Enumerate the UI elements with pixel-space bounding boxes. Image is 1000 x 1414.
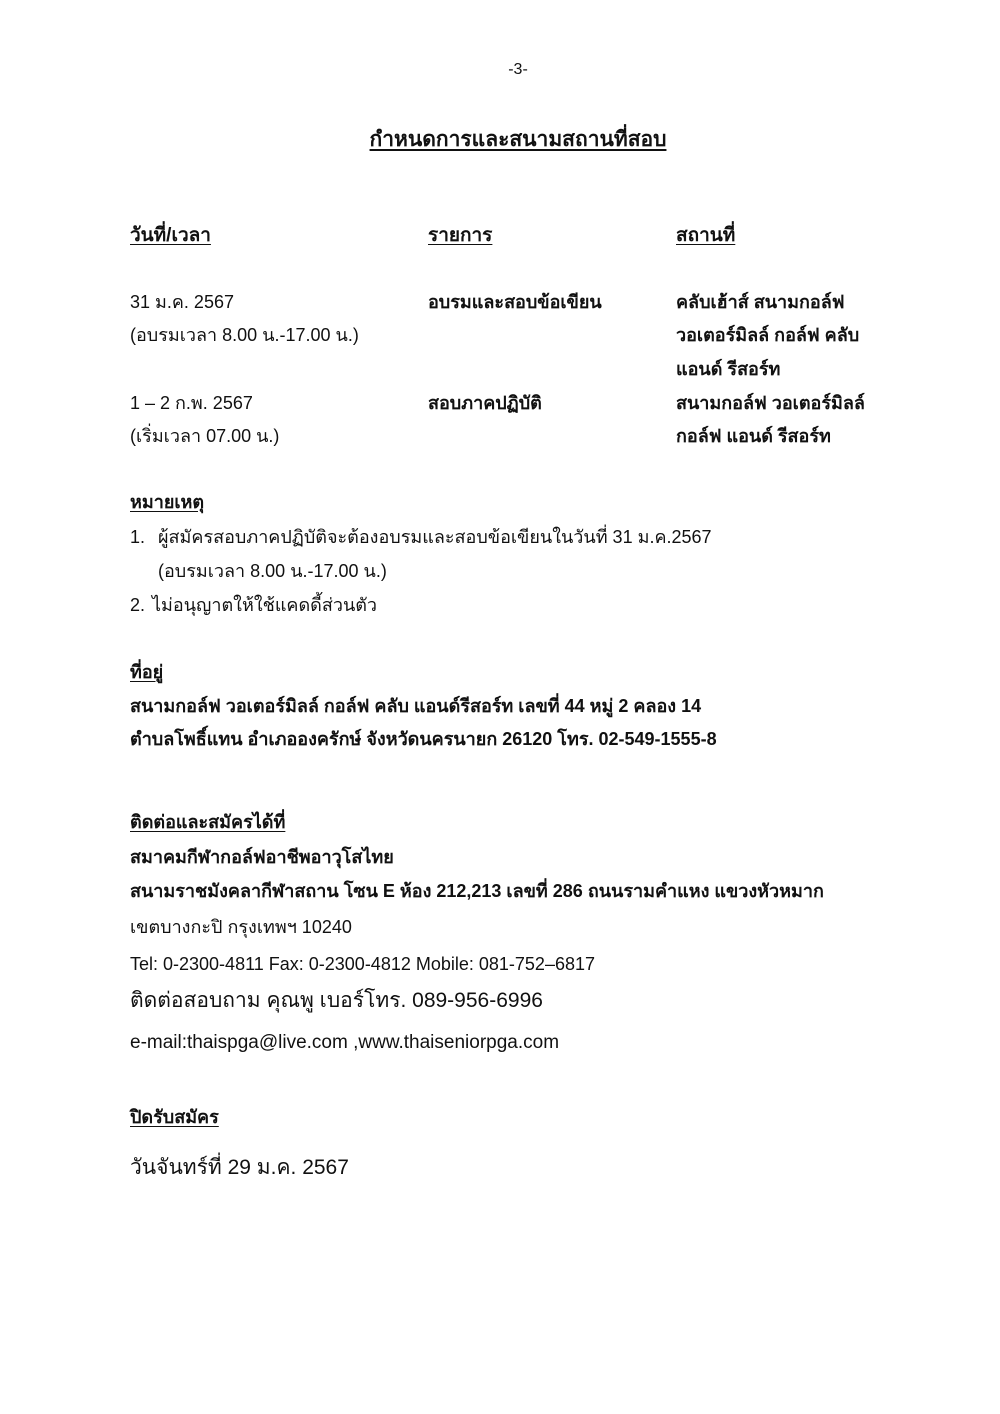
row1-place-line1: คลับเฮ้าส์ สนามกอล์ฟ — [676, 292, 845, 312]
row1-place-line2: วอเตอร์มิลล์ กอล์ฟ คลับ — [676, 325, 860, 345]
page-title: กำหนดการและสนามสถานที่สอบ — [369, 128, 667, 151]
notes-heading: หมายเหตุ — [130, 492, 205, 512]
contact-heading: ติดต่อและสมัครได้ที่ — [130, 812, 286, 832]
contact-address-line1: สนามราชมังคลากีฬาสถาน โซน E ห้อง 212,213 เลขที่ 286 ถนนรามคำแหง แขวงหัวหมาก — [130, 881, 824, 901]
header-date-time: วันที่/เวลา — [130, 225, 211, 246]
contact-phones: Tel: 0-2300-4811 Fax: 0-2300-4812 Mobile: 081-752–6817 — [130, 954, 595, 974]
contact-web-email: e-mail:thaispga@live.com ,www.thaiseniorpga.com — [130, 1032, 560, 1053]
row2-time: (เริ่มเวลา 07.00 น.) — [130, 426, 280, 446]
header-item: รายการ — [428, 225, 493, 246]
row2-place-line2: กอล์ฟ แอนด์ รีสอร์ท — [676, 426, 831, 446]
note-2-number: 2. — [130, 595, 146, 615]
row1-time: (อบรมเวลา 8.00 น.-17.00 น.) — [130, 325, 359, 345]
row2-place-line1: สนามกอล์ฟ วอเตอร์มิลล์ — [676, 393, 865, 413]
row1-place-line3: แอนด์ รีสอร์ท — [676, 359, 781, 379]
row2-date: 1 – 2 ก.พ. 2567 — [130, 393, 253, 413]
address-line1: สนามกอล์ฟ วอเตอร์มิลล์ กอล์ฟ คลับ แอนด์รีสอร์ท เลขที่ 44 หมู่ 2 คลอง 14 — [130, 696, 702, 716]
closing-date: วันจันทร์ที่ 29 ม.ค. 2567 — [130, 1156, 349, 1179]
page-number: -3- — [508, 61, 528, 78]
contact-address-line2: เขตบางกะปิ กรุงเทพฯ 10240 — [130, 917, 352, 937]
contact-inquiry: ติดต่อสอบถาม คุณพู เบอร์โทร. 089-956-6996 — [130, 989, 543, 1012]
note-2-text: ไม่อนุญาตให้ใช้แคดดี้ส่วนตัว — [152, 595, 378, 615]
address-heading: ที่อยู่ — [130, 662, 164, 682]
row1-item: อบรมและสอบข้อเขียน — [428, 292, 602, 312]
row1-date: 31 ม.ค. 2567 — [130, 292, 234, 312]
closing-heading: ปิดรับสมัคร — [130, 1107, 219, 1127]
note-1-number: 1. — [130, 527, 146, 547]
note-1-text: ผู้สมัครสอบภาคปฏิบัติจะต้องอบรมและสอบข้อเขียนในวันที่ 31 ม.ค.2567 — [158, 527, 712, 547]
note-1-continuation: (อบรมเวลา 8.00 น.-17.00 น.) — [158, 561, 387, 581]
row2-item: สอบภาคปฏิบัติ — [428, 393, 542, 413]
address-line2: ตำบลโพธิ์แทน อำเภอองครักษ์ จังหวัดนครนายก 26120 โทร. 02-549-1555-8 — [130, 729, 717, 749]
contact-organization: สมาคมกีฬากอล์ฟอาชีพอาวุโสไทย — [130, 847, 394, 867]
header-place: สถานที่ — [676, 225, 736, 246]
